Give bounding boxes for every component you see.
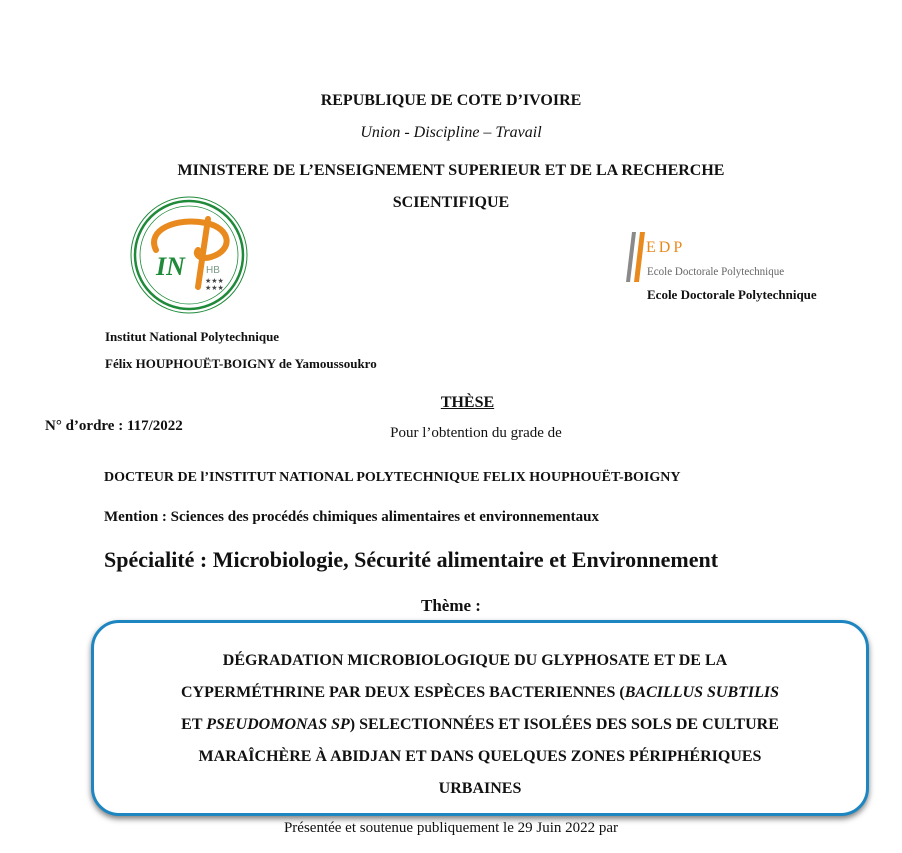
institution-name: Institut National Polytechnique <box>105 329 280 344</box>
svg-text:Ecole Doctorale Polytechnique: Ecole Doctorale Polytechnique <box>647 265 785 279</box>
svg-text:★★★: ★★★ <box>205 284 224 292</box>
purpose-text: Pour l’obtention du grade de <box>390 425 562 441</box>
theme-line-5: URBAINES <box>438 780 522 797</box>
theme-box <box>91 620 869 816</box>
inphb-logo <box>126 195 252 315</box>
ministry-line-1: MINISTERE DE L’ENSEIGNEMENT SUPERIEUR ET DE LA RECHERCHE <box>177 162 725 179</box>
theme-line-2 <box>181 684 779 701</box>
order-number: N° d’ordre : 117/2022 <box>45 418 183 434</box>
svg-text:EDP: EDP <box>646 239 686 256</box>
svg-text:HB: HB <box>206 265 220 276</box>
republic-heading: REPUBLIQUE DE COTE D’IVOIRE <box>320 92 582 109</box>
edp-logo <box>624 232 824 284</box>
theme-line-1: DÉGRADATION MICROBIOLOGIQUE DU GLYPHOSATE ET DE LA <box>222 652 728 669</box>
svg-text:IN: IN <box>156 252 185 281</box>
mention-text: Mention : Sciences des procédés chimiques alimentaires et environnementaux <box>104 509 599 525</box>
theme-title <box>94 645 866 805</box>
these-title: THÈSE <box>440 394 495 411</box>
degree-title: DOCTEUR DE l’INSTITUT NATIONAL POLYTECHNIQUE FELIX HOUPHOUËT-BOIGNY <box>104 470 681 485</box>
theme-line-3-prefix: ET <box>181 716 207 733</box>
theme-line-3-text: ) SELECTIONNÉES ET ISOLÉES DES SOLS DE CULTURE <box>349 716 779 733</box>
species-pseudomonas: PSEUDOMONAS SP <box>206 716 350 733</box>
theme-line-4: MARAÎCHÈRE À ABIDJAN ET DANS QUELQUES ZONES PÉRIPHÉRIQUES <box>198 748 762 765</box>
svg-text:★★★: ★★★ <box>205 277 224 285</box>
theme-line-2-text: CYPERMÉTHRINE PAR DEUX ESPÈCES BACTERIENNES ( <box>180 684 625 701</box>
institution-location: Félix HOUPHOUËT-BOIGNY de Yamoussoukro <box>105 356 377 371</box>
defense-statement: Présentée et soutenue publiquement le 29 Juin 2022 par <box>283 820 619 836</box>
species-bacillus: BACILLUS SUBTILIS <box>624 684 780 701</box>
edp-caption: Ecole Doctorale Polytechnique <box>647 287 817 302</box>
theme-label: Thème : <box>421 596 481 615</box>
ministry-line-2: SCIENTIFIQUE <box>392 194 510 211</box>
specialite-text: Spécialité : Microbiologie, Sécurité alimentaire et Environnement <box>104 547 719 572</box>
national-motto: Union - Discipline – Travail <box>360 124 542 141</box>
theme-line-3 <box>181 716 779 733</box>
